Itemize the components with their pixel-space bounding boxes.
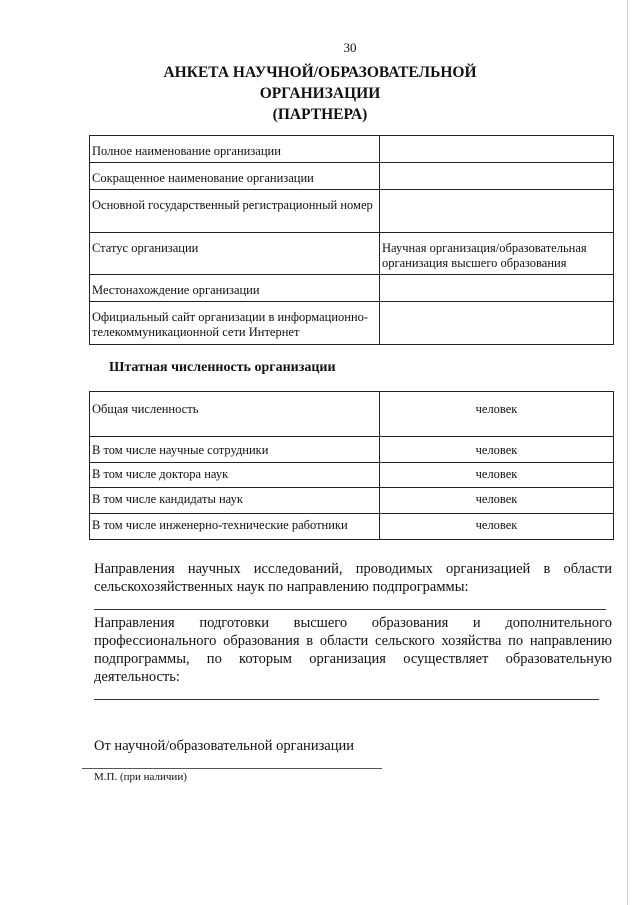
table-row [90, 488, 614, 514]
table-row [90, 190, 614, 233]
table-row [90, 275, 614, 302]
org-info-value[interactable] [380, 136, 614, 163]
staff-unit[interactable]: человек [380, 514, 614, 540]
table-row [90, 233, 614, 275]
from-organization-label: От научной/образовательной организации [94, 738, 355, 754]
organization-info-table [89, 135, 614, 345]
education-answer-line[interactable] [94, 699, 599, 700]
page-number: 30 [343, 40, 357, 55]
org-info-label: Основной государственный регистрационный номер [90, 190, 380, 233]
staff-unit[interactable]: человек [380, 463, 614, 488]
staff-unit[interactable]: человек [380, 488, 614, 514]
staff-unit[interactable]: человек [380, 437, 614, 463]
org-info-value[interactable] [380, 163, 614, 190]
table-row [90, 163, 614, 190]
table-row [90, 302, 614, 345]
stamp-note: М.П. (при наличии) [94, 771, 187, 783]
org-info-label: Статус организации [90, 233, 380, 275]
staff-label: В том числе научные сотрудники [90, 437, 380, 463]
org-info-label: Местонахождение организации [90, 275, 380, 302]
research-answer-line[interactable] [94, 609, 606, 610]
staff-section-title: Штатная численность организации [109, 360, 336, 375]
org-info-value[interactable] [380, 190, 614, 233]
title-line-1: АНКЕТА НАУЧНОЙ/ОБРАЗОВАТЕЛЬНОЙ ОРГАНИЗАЦИИ [163, 64, 477, 102]
education-directions-text: профессионального образования в области сельского хозяйства по направлению подпрограммы, по которым организация осуществляет образовательную деятельность: [94, 633, 612, 685]
education-directions-line-1: Направления подготовки высшего образования и дополнительного [94, 615, 612, 631]
staff-label: В том числе кандидаты наук [90, 488, 380, 514]
table-row [90, 463, 614, 488]
org-info-label: Сокращенное наименование организации [90, 163, 380, 190]
org-info-value[interactable]: Научная организация/образовательная организация высшего образования [380, 233, 614, 275]
signature-line[interactable] [82, 768, 382, 769]
org-info-label: Полное наименование организации [90, 136, 380, 163]
table-row [90, 392, 614, 437]
page-title [120, 62, 520, 125]
staff-table [89, 391, 614, 540]
org-info-label: Официальный сайт организации в информационно-телекоммуникационной сети Интернет [90, 302, 380, 345]
title-line-2: (ПАРТНЕРА) [272, 106, 368, 123]
staff-label: Общая численность [90, 392, 380, 437]
staff-label: В том числе инженерно-технические работники [90, 514, 380, 540]
staff-label: В том числе доктора наук [90, 463, 380, 488]
org-info-value[interactable] [380, 302, 614, 345]
org-info-value[interactable] [380, 275, 614, 302]
research-directions-text: Направления научных исследований, проводимых организацией в области сельскохозяйственных наук по направлению подпрограммы: [94, 561, 612, 595]
table-row [90, 514, 614, 540]
table-row [90, 136, 614, 163]
staff-unit[interactable]: человек [380, 392, 614, 437]
page-edge [627, 0, 628, 905]
table-row [90, 437, 614, 463]
